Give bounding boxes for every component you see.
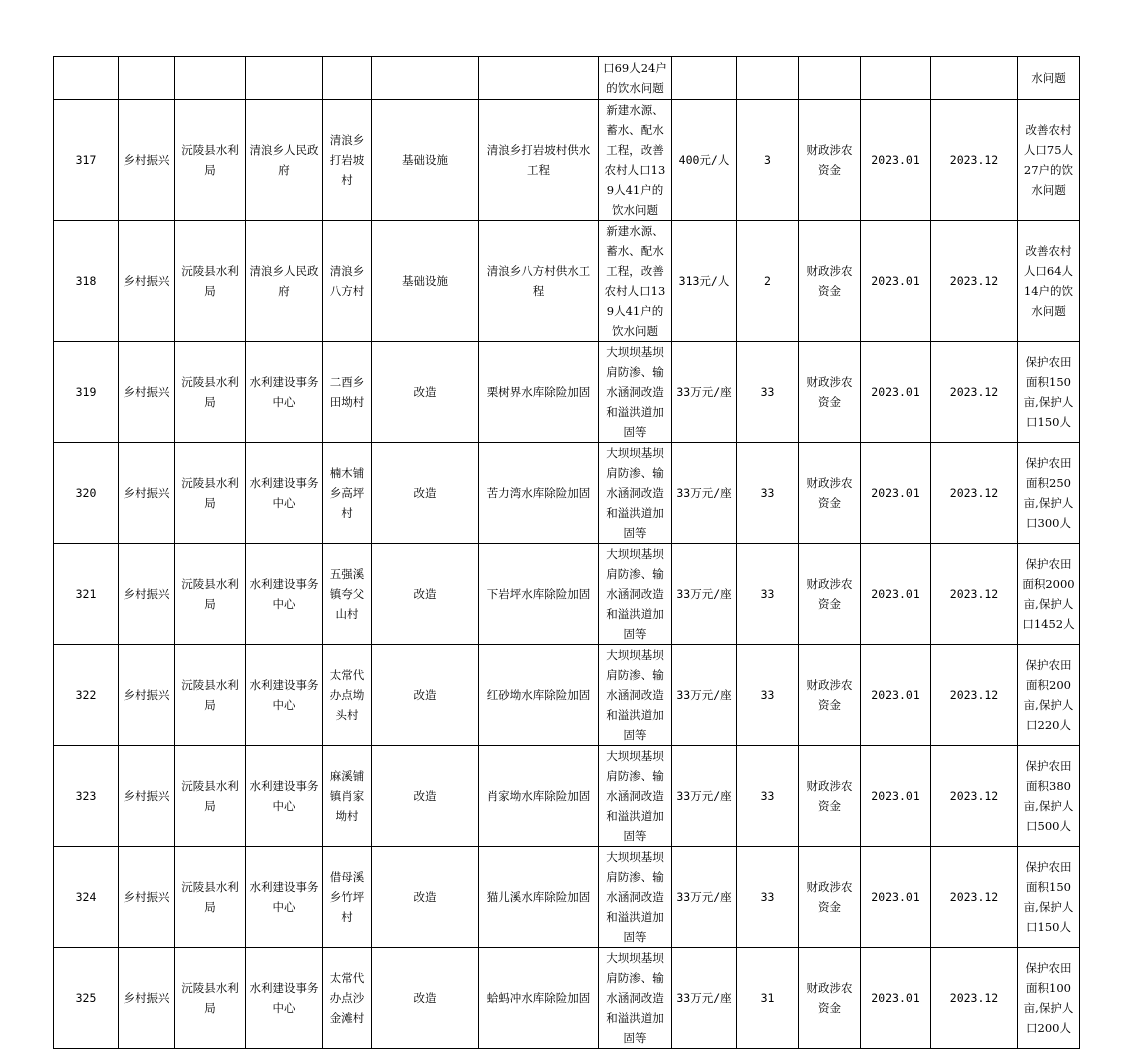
cell-name: [479, 57, 599, 100]
cell-no: 324: [54, 847, 119, 948]
cell-name: 下岩坪水库除险加固: [479, 544, 599, 645]
cell-outcome: 保护农田面积100亩,保护人口200人: [1018, 948, 1080, 1049]
cell-department: 沅陵县水利局: [175, 221, 246, 342]
cell-fund: 财政涉农资金: [799, 645, 861, 746]
table-row: [54, 645, 1080, 746]
cell-no: 322: [54, 645, 119, 746]
cell-outcome: 保护农田面积150亩,保护人口150人: [1018, 847, 1080, 948]
cell-outcome: 保护农田面积250亩,保护人口300人: [1018, 443, 1080, 544]
cell-location: 楠木铺乡高坪村: [323, 443, 372, 544]
cell-end: [931, 57, 1018, 100]
cell-start: 2023.01: [861, 746, 931, 847]
cell-location: 太常代办点坳头村: [323, 645, 372, 746]
cell-amount: 2: [737, 221, 799, 342]
cell-type: 改造: [372, 948, 479, 1049]
table-row: [54, 221, 1080, 342]
cell-location: [323, 57, 372, 100]
cell-department: [175, 57, 246, 100]
cell-name: 猫儿溪水库除险加固: [479, 847, 599, 948]
cell-start: 2023.01: [861, 544, 931, 645]
cell-amount: 33: [737, 443, 799, 544]
cell-standard: 400元/人: [672, 100, 737, 221]
cell-fund: 财政涉农资金: [799, 847, 861, 948]
cell-unit: [246, 57, 323, 100]
cell-outcome: 保护农田面积200亩,保护人口220人: [1018, 645, 1080, 746]
table-row: [54, 342, 1080, 443]
cell-end: 2023.12: [931, 221, 1018, 342]
cell-outcome: 保护农田面积380亩,保护人口500人: [1018, 746, 1080, 847]
cell-start: 2023.01: [861, 221, 931, 342]
cell-unit: 水利建设事务中心: [246, 746, 323, 847]
cell-fund: 财政涉农资金: [799, 100, 861, 221]
cell-department: 沅陵县水利局: [175, 342, 246, 443]
cell-type: 基础设施: [372, 100, 479, 221]
cell-location: 太常代办点沙金滩村: [323, 948, 372, 1049]
cell-start: [861, 57, 931, 100]
cell-type: 改造: [372, 443, 479, 544]
cell-type: 改造: [372, 746, 479, 847]
cell-end: 2023.12: [931, 443, 1018, 544]
cell-type: 基础设施: [372, 221, 479, 342]
cell-content: 新建水源、蓄水、配水工程，改善农村人口139人41户的饮水问题: [599, 221, 672, 342]
cell-unit: 水利建设事务中心: [246, 645, 323, 746]
cell-end: 2023.12: [931, 100, 1018, 221]
cell-start: 2023.01: [861, 443, 931, 544]
cell-end: 2023.12: [931, 342, 1018, 443]
cell-name: 肖家坳水库除险加固: [479, 746, 599, 847]
cell-unit: 清浪乡人民政府: [246, 100, 323, 221]
cell-amount: 33: [737, 544, 799, 645]
cell-fund: 财政涉农资金: [799, 443, 861, 544]
cell-unit: 水利建设事务中心: [246, 544, 323, 645]
cell-department: 沅陵县水利局: [175, 847, 246, 948]
cell-content: 新建水源、蓄水、配水工程，改善农村人口139人41户的饮水问题: [599, 100, 672, 221]
cell-content: 大坝坝基坝肩防渗、输水涵洞改造和溢洪道加固等: [599, 645, 672, 746]
cell-no: [54, 57, 119, 100]
cell-location: 清浪乡八方村: [323, 221, 372, 342]
cell-start: 2023.01: [861, 100, 931, 221]
cell-start: 2023.01: [861, 342, 931, 443]
cell-department: 沅陵县水利局: [175, 948, 246, 1049]
cell-location: 清浪乡打岩坡村: [323, 100, 372, 221]
cell-name: 蛤蚂冲水库除险加固: [479, 948, 599, 1049]
cell-type: [372, 57, 479, 100]
project-table: [53, 56, 1080, 1049]
table-row-continued: [54, 57, 1080, 100]
cell-unit: 水利建设事务中心: [246, 847, 323, 948]
cell-amount: 33: [737, 847, 799, 948]
cell-amount: 33: [737, 746, 799, 847]
cell-type: 改造: [372, 342, 479, 443]
cell-type: 改造: [372, 847, 479, 948]
cell-standard: 33万元/座: [672, 342, 737, 443]
cell-name: 清浪乡八方村供水工程: [479, 221, 599, 342]
cell-name: 清浪乡打岩坡村供水工程: [479, 100, 599, 221]
cell-start: 2023.01: [861, 645, 931, 746]
cell-content: 口69人24户的饮水问题: [599, 57, 672, 100]
cell-name: 栗树界水库除险加固: [479, 342, 599, 443]
cell-content: 大坝坝基坝肩防渗、输水涵洞改造和溢洪道加固等: [599, 847, 672, 948]
cell-type: 改造: [372, 544, 479, 645]
table-row: [54, 544, 1080, 645]
cell-content: 大坝坝基坝肩防渗、输水涵洞改造和溢洪道加固等: [599, 948, 672, 1049]
cell-department: 沅陵县水利局: [175, 443, 246, 544]
cell-content: 大坝坝基坝肩防渗、输水涵洞改造和溢洪道加固等: [599, 746, 672, 847]
cell-amount: 31: [737, 948, 799, 1049]
cell-start: 2023.01: [861, 847, 931, 948]
cell-amount: [737, 57, 799, 100]
cell-category: 乡村振兴: [119, 847, 175, 948]
cell-outcome: 保护农田面积150亩,保护人口150人: [1018, 342, 1080, 443]
cell-department: 沅陵县水利局: [175, 544, 246, 645]
cell-standard: 33万元/座: [672, 645, 737, 746]
table-row: [54, 746, 1080, 847]
cell-fund: [799, 57, 861, 100]
cell-category: 乡村振兴: [119, 746, 175, 847]
cell-category: 乡村振兴: [119, 443, 175, 544]
cell-category: 乡村振兴: [119, 948, 175, 1049]
cell-department: 沅陵县水利局: [175, 645, 246, 746]
cell-fund: 财政涉农资金: [799, 544, 861, 645]
cell-standard: 33万元/座: [672, 847, 737, 948]
cell-category: 乡村振兴: [119, 100, 175, 221]
cell-content: 大坝坝基坝肩防渗、输水涵洞改造和溢洪道加固等: [599, 443, 672, 544]
cell-amount: 33: [737, 645, 799, 746]
cell-start: 2023.01: [861, 948, 931, 1049]
cell-no: 323: [54, 746, 119, 847]
table-row: [54, 443, 1080, 544]
cell-unit: 水利建设事务中心: [246, 948, 323, 1049]
cell-category: 乡村振兴: [119, 645, 175, 746]
cell-end: 2023.12: [931, 847, 1018, 948]
table-row: [54, 948, 1080, 1049]
cell-no: 321: [54, 544, 119, 645]
cell-location: 借母溪乡竹坪村: [323, 847, 372, 948]
cell-location: 二酉乡田坳村: [323, 342, 372, 443]
cell-content: 大坝坝基坝肩防渗、输水涵洞改造和溢洪道加固等: [599, 342, 672, 443]
cell-category: [119, 57, 175, 100]
cell-category: 乡村振兴: [119, 221, 175, 342]
cell-fund: 财政涉农资金: [799, 342, 861, 443]
cell-standard: 33万元/座: [672, 746, 737, 847]
cell-department: 沅陵县水利局: [175, 100, 246, 221]
cell-fund: 财政涉农资金: [799, 221, 861, 342]
cell-end: 2023.12: [931, 645, 1018, 746]
cell-name: 苦力湾水库除险加固: [479, 443, 599, 544]
cell-amount: 33: [737, 342, 799, 443]
cell-content: 大坝坝基坝肩防渗、输水涵洞改造和溢洪道加固等: [599, 544, 672, 645]
table-row: [54, 100, 1080, 221]
cell-outcome: 保护农田面积2000亩,保护人口1452人: [1018, 544, 1080, 645]
cell-category: 乡村振兴: [119, 544, 175, 645]
cell-standard: 33万元/座: [672, 948, 737, 1049]
cell-no: 320: [54, 443, 119, 544]
cell-type: 改造: [372, 645, 479, 746]
cell-standard: 33万元/座: [672, 443, 737, 544]
cell-unit: 清浪乡人民政府: [246, 221, 323, 342]
cell-outcome: 水问题: [1018, 57, 1080, 100]
cell-location: 麻溪铺镇肖家坳村: [323, 746, 372, 847]
cell-no: 319: [54, 342, 119, 443]
cell-category: 乡村振兴: [119, 342, 175, 443]
cell-fund: 财政涉农资金: [799, 948, 861, 1049]
cell-unit: 水利建设事务中心: [246, 342, 323, 443]
cell-no: 318: [54, 221, 119, 342]
cell-amount: 3: [737, 100, 799, 221]
cell-no: 325: [54, 948, 119, 1049]
cell-fund: 财政涉农资金: [799, 746, 861, 847]
cell-name: 红砂坳水库除险加固: [479, 645, 599, 746]
cell-end: 2023.12: [931, 746, 1018, 847]
cell-standard: 33万元/座: [672, 544, 737, 645]
cell-end: 2023.12: [931, 544, 1018, 645]
cell-end: 2023.12: [931, 948, 1018, 1049]
cell-location: 五强溪镇夸父山村: [323, 544, 372, 645]
cell-unit: 水利建设事务中心: [246, 443, 323, 544]
cell-standard: 313元/人: [672, 221, 737, 342]
cell-outcome: 改善农村人口64人14户的饮水问题: [1018, 221, 1080, 342]
cell-department: 沅陵县水利局: [175, 746, 246, 847]
cell-standard: [672, 57, 737, 100]
table-row: [54, 847, 1080, 948]
cell-outcome: 改善农村人口75人27户的饮水问题: [1018, 100, 1080, 221]
cell-no: 317: [54, 100, 119, 221]
